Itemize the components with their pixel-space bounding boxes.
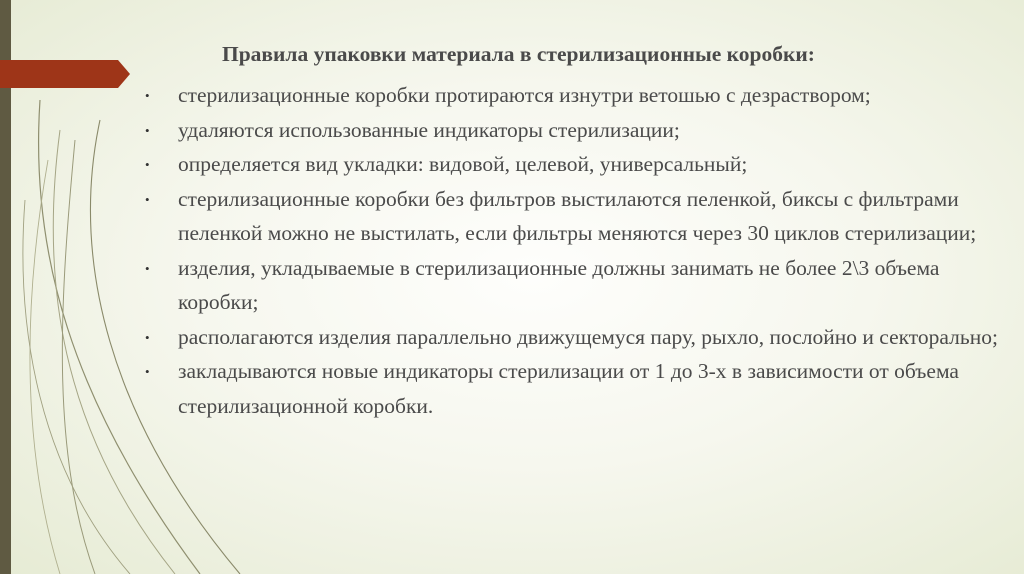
slide-title: Правила упаковки материала в стерилизационные коробки: [222, 42, 815, 66]
bullet-text: изделия, укладываемые в стерилизационные должны занимать не более 2\3 объема коробки; [178, 255, 940, 314]
bullet-item [140, 147, 1010, 182]
bullet-text: закладываются новые индикаторы стерилизации от 1 до 3-х в зависимости от объема стерилизационной коробки. [178, 359, 959, 418]
bullet-text: стерилизационные коробки без фильтров выстилаются пеленкой, биксы с фильтрами пеленкой можно не выстилать, если фильтры меняются через 30 циклов стерилизации; [178, 186, 977, 245]
swoosh-line [30, 160, 60, 574]
bullet-item [140, 354, 1010, 423]
bullet-item [140, 113, 1010, 148]
bullet-text: удаляются использованные индикаторы стерилизации; [178, 117, 680, 142]
bullet-dot-icon: • [145, 157, 150, 172]
bullet-text: стерилизационные коробки протираются изнутри ветошью с дезраствором; [178, 83, 871, 107]
bullet-dot-icon: • [145, 364, 150, 379]
bullet-text: располагаются изделия параллельно движущемуся пару, рыхло, послойно и секторально; [178, 324, 998, 349]
bullet-dot-icon: • [145, 122, 150, 138]
bullet-dot-icon: • [145, 329, 150, 345]
arrow-shape [0, 60, 130, 88]
bullet-dot-icon: • [145, 260, 150, 276]
bullet-text: определяется вид укладки: видовой, целевой, универсальный; [178, 152, 748, 176]
bullet-dot-icon: • [145, 191, 150, 207]
swoosh-line [23, 200, 130, 574]
bullet-item [140, 182, 1010, 251]
bullet-item [140, 78, 1010, 113]
bullet-list [140, 78, 1010, 423]
bullet-item [140, 320, 1010, 355]
bullet-dot-icon: • [145, 88, 150, 103]
bullet-item [140, 251, 1010, 320]
